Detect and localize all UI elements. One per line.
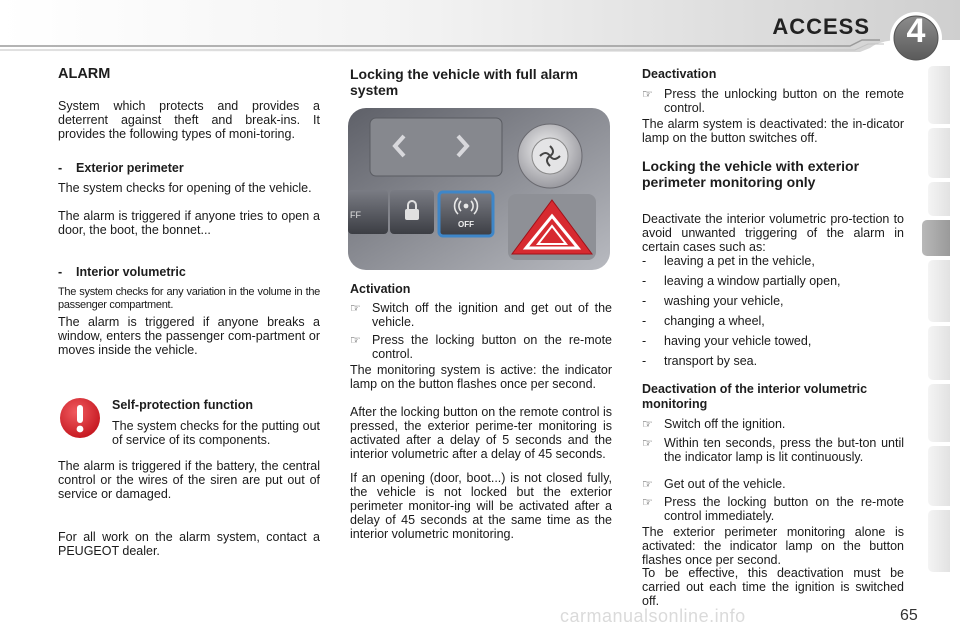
chapter-tab[interactable]: [928, 128, 950, 178]
exterior-only-title: Locking the vehicle with exterior perimeter monitoring only: [642, 158, 860, 190]
chapter-tab[interactable]: [928, 66, 950, 124]
case-item: - changing a wheel,: [642, 314, 765, 328]
chapter-title: ACCESS: [772, 14, 870, 39]
watermark: carmanualsonline.info: [560, 606, 746, 626]
case-item: - leaving a window partially open,: [642, 274, 841, 288]
exterior-perimeter-heading: - Exterior perimeter: [58, 161, 184, 175]
deactivation-bullet: ☞ Press the unlocking button on the remote control.: [642, 87, 904, 115]
full-alarm-title: Locking the vehicle with full alarm system: [350, 66, 578, 98]
deactivation-interior-bullet: ☞ Within ten seconds, press the but-ton until the indicator lamp is lit continuously.: [642, 436, 904, 464]
pointing-hand-icon: ☞: [642, 495, 653, 509]
dealer-note: For all work on the alarm system, contact a PEUGEOT dealer.: [58, 530, 320, 558]
deactivation-interior-bullet: ☞ Get out of the vehicle.: [642, 477, 786, 491]
exterior-paragraph-1: The system checks for opening of the vehicle.: [58, 181, 312, 195]
exterior-paragraph-2: The alarm is triggered if anyone tries to open a door, the boot, the bonnet...: [58, 209, 320, 237]
interior-volumetric-heading: - Interior volumetric: [58, 265, 186, 279]
alarm-title: ALARM: [58, 66, 111, 82]
chapter-tab[interactable]: [928, 326, 950, 380]
exclamation-circle-icon: [58, 396, 102, 440]
deactivation-heading: Deactivation: [642, 67, 717, 81]
activation-paragraph-3: If an opening (door, boot...) is not closed fully, the vehicle is not locked but the exterior perimeter monitor-ing will be activated after a delay of 45 seconds at the same time as the interior volumetric monitoring.: [350, 471, 612, 541]
deactivation-interior-paragraph-2: To be effective, this deactivation must be carried out each time the ignition is switched off.: [642, 566, 904, 608]
pointing-hand-icon: ☞: [642, 436, 653, 450]
case-item: - transport by sea.: [642, 354, 758, 368]
interior-paragraph-1: The system checks for any variation in the volume in the passenger compartment.: [58, 286, 320, 311]
alarm-intro: System which protects and provides a deterrent against theft and break-ins. It provides the following types of moni-toring.: [58, 99, 320, 141]
pointing-hand-icon: ☞: [642, 417, 653, 431]
chapter-tab[interactable]: [928, 260, 950, 322]
exterior-only-paragraph: Deactivate the interior volumetric pro-tection to avoid unwanted triggering of the alarm in certain cases such as:: [642, 212, 904, 254]
self-protection-heading: Self-protection function: [112, 398, 253, 412]
interior-paragraph-2: The alarm is triggered if anyone breaks a window, enters the passenger com-partment or moves inside the vehicle.: [58, 315, 320, 357]
deactivation-paragraph: The alarm system is deactivated: the in-dicator lamp on the button switches off.: [642, 117, 904, 145]
activation-paragraph-1: The monitoring system is active: the indicator lamp on the button flashes once per second.: [350, 363, 612, 391]
left-edge-label: FF: [350, 210, 361, 220]
chapter-tab[interactable]: [928, 182, 950, 216]
case-item: - washing your vehicle,: [642, 294, 784, 308]
case-item: - having your vehicle towed,: [642, 334, 812, 348]
case-item: - leaving a pet in the vehicle,: [642, 254, 815, 268]
chapter-tab-active[interactable]: [922, 220, 950, 256]
chapter-tab[interactable]: [928, 446, 950, 506]
activation-heading: Activation: [350, 282, 411, 296]
pointing-hand-icon: ☞: [642, 477, 653, 491]
chapter-tab[interactable]: [928, 384, 950, 442]
activation-bullet: ☞ Press the locking button on the re-mote control.: [350, 333, 612, 361]
alarm-button-photo: [348, 108, 610, 270]
deactivation-interior-bullet: ☞ Press the locking button on the re-mote control immediately.: [642, 495, 904, 523]
pointing-hand-icon: ☞: [350, 333, 361, 347]
self-protection-paragraph-2: The alarm is triggered if the battery, the central control or the wires of the siren are put out of service or damaged.: [58, 459, 320, 501]
deactivation-interior-bullet: ☞ Switch off the ignition.: [642, 417, 786, 431]
off-label: OFF: [458, 220, 474, 229]
activation-paragraph-2: After the locking button on the remote control is pressed, the exterior perime-ter monitoring is activated after a delay of 5 seconds and the interior volumetric after a delay of 45 seconds.: [350, 405, 612, 461]
activation-bullet: ☞ Switch off the ignition and get out of the vehicle.: [350, 301, 612, 329]
chapter-tab[interactable]: [928, 510, 950, 572]
self-protection-paragraph-1: The system checks for the putting out of service of its components.: [112, 419, 320, 447]
deactivation-interior-heading: Deactivation of the interior volumetric monitoring: [642, 382, 868, 411]
pointing-hand-icon: ☞: [642, 87, 653, 101]
pointing-hand-icon: ☞: [350, 301, 361, 315]
chapter-number-badge: 4: [906, 12, 926, 50]
page-number: 65: [900, 607, 918, 624]
chapter-tabs: [928, 66, 950, 576]
deactivation-interior-paragraph-1: The exterior perimeter monitoring alone is activated: the indicator lamp on the button flashes once per second.: [642, 525, 904, 567]
